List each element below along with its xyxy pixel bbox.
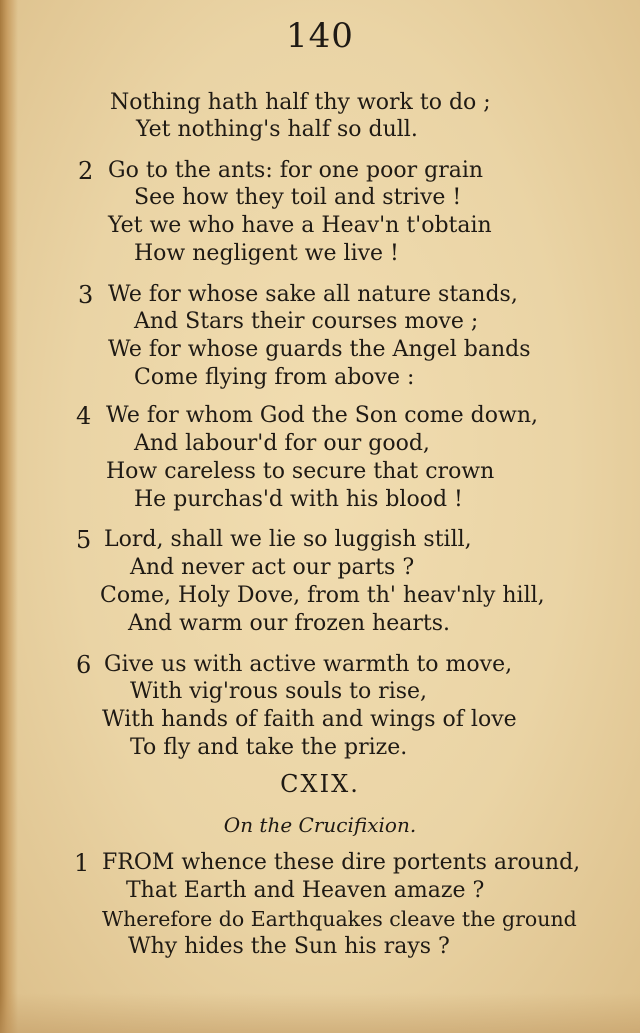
page-edge-shadow bbox=[0, 0, 18, 1033]
verse-line: Give us with active warmth to move, bbox=[104, 652, 513, 677]
verse-line: Why hides the Sun his rays ? bbox=[128, 934, 450, 959]
continuation-line: Yet nothing's half so dull. bbox=[136, 117, 418, 142]
verse-line: And warm our frozen hearts. bbox=[128, 611, 450, 636]
verse-line: How careless to secure that crown bbox=[106, 459, 495, 484]
verse-number: 3 bbox=[78, 281, 94, 309]
page-bottom-shadow bbox=[0, 993, 640, 1033]
verse-line: How negligent we live ! bbox=[134, 241, 399, 266]
verse-line: FROM whence these dire portents around, bbox=[102, 850, 581, 875]
verse-line: We for whose sake all nature stands, bbox=[108, 282, 518, 307]
verse-line: Come flying from above : bbox=[134, 365, 415, 390]
verse-line: With vig'rous souls to rise, bbox=[130, 679, 428, 704]
verse-line: Yet we who have a Heav'n t'obtain bbox=[108, 213, 492, 238]
verse-number: 4 bbox=[76, 402, 92, 430]
hymn-number: CXIX. bbox=[280, 770, 360, 798]
verse-line: We for whose guards the Angel bands bbox=[108, 337, 531, 362]
verse-line: Go to the ants: for one poor grain bbox=[108, 158, 484, 183]
verse-line: We for whom God the Son come down, bbox=[106, 403, 538, 428]
verse-line: Wherefore do Earthquakes cleave the ground bbox=[102, 907, 577, 931]
verse-line: To fly and take the prize. bbox=[130, 735, 408, 760]
hymn-title: On the Crucifixion. bbox=[223, 813, 417, 837]
verse-line: And Stars their courses move ; bbox=[134, 309, 479, 334]
verse-number: 2 bbox=[78, 157, 94, 185]
verse-line: He purchas'd with his blood ! bbox=[134, 487, 463, 512]
verse-line: With hands of faith and wings of love bbox=[102, 707, 517, 732]
verse-line: And labour'd for our good, bbox=[134, 431, 430, 456]
verse-number: 6 bbox=[76, 651, 92, 679]
verse-line: Come, Holy Dove, from th' heav'nly hill, bbox=[100, 583, 545, 608]
verse-line: See how they toil and strive ! bbox=[134, 185, 462, 210]
continuation-line: Nothing hath half thy work to do ; bbox=[110, 90, 491, 115]
verse-line: That Earth and Heaven amaze ? bbox=[126, 878, 485, 903]
verse-number: 5 bbox=[76, 526, 92, 554]
verse-line: Lord, shall we lie so luggish still, bbox=[104, 527, 472, 552]
page-number: 140 bbox=[286, 16, 354, 56]
verse-number: 1 bbox=[74, 849, 90, 877]
verse-line: And never act our parts ? bbox=[130, 555, 415, 580]
